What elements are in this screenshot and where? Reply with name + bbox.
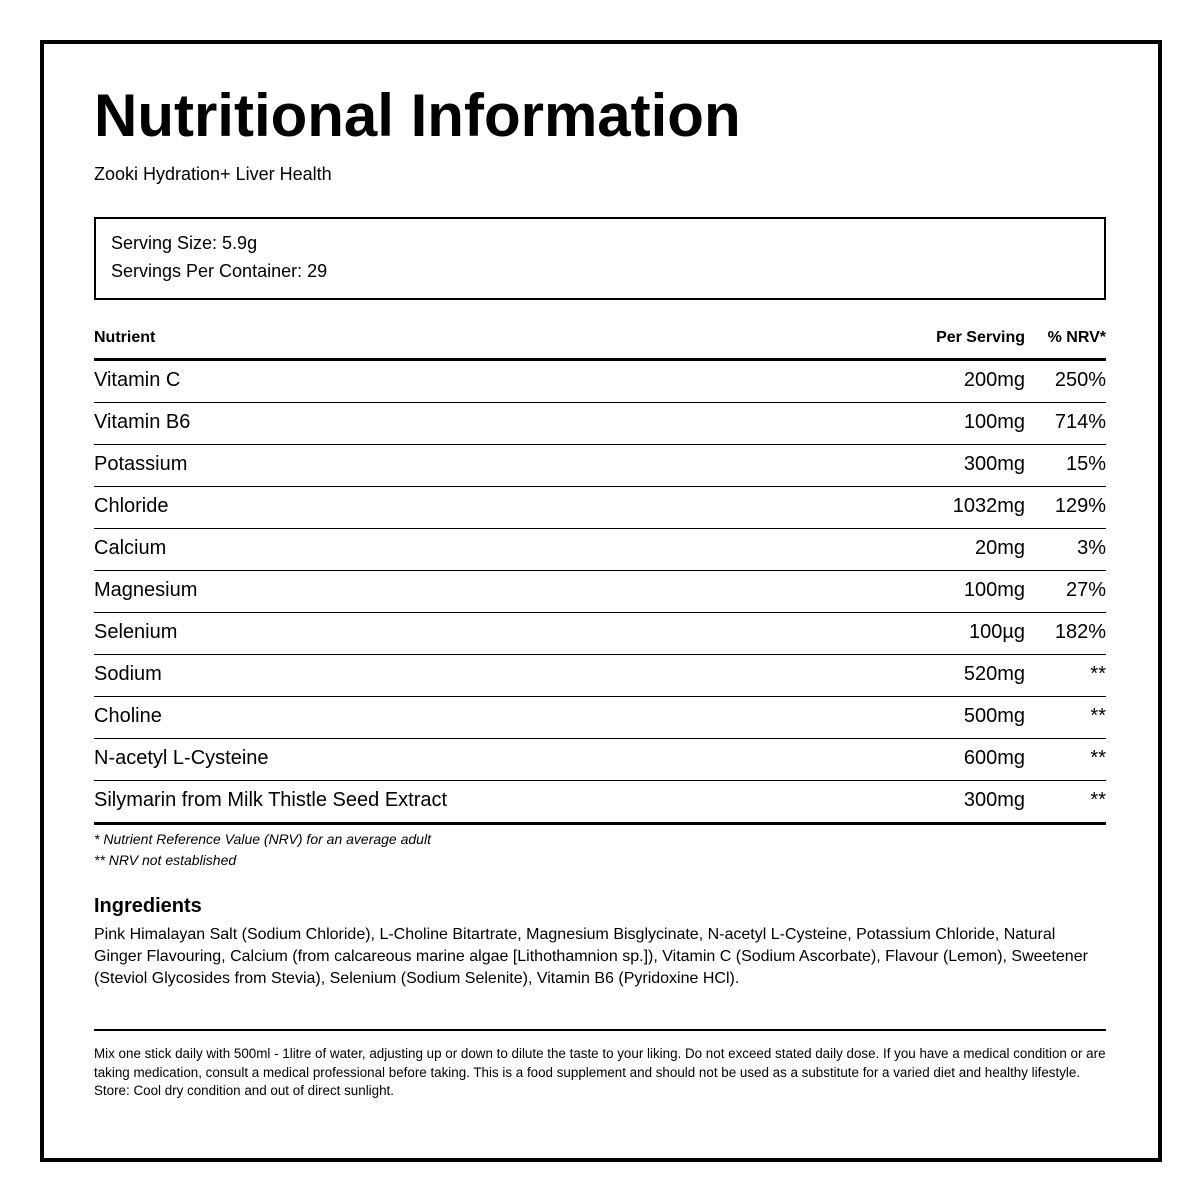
per-serving-value: 20mg — [974, 537, 1025, 559]
nutrition-table — [94, 318, 1106, 825]
nutrient-name: Silymarin from Milk Thistle Seed Extract — [94, 789, 448, 811]
per-serving-value: 100µg — [968, 621, 1025, 643]
serving-size: Serving Size: 5.9g — [111, 233, 258, 253]
nrv-value: 27% — [1065, 579, 1106, 601]
per-serving-value: 520mg — [963, 663, 1025, 685]
per-serving-value: 100mg — [963, 579, 1025, 601]
table-row — [94, 487, 1106, 529]
page-title: Nutritional Information — [94, 82, 741, 149]
nutrient-name: Sodium — [94, 663, 162, 685]
header-nrv: % NRV* — [1047, 329, 1106, 346]
nrv-value: 15% — [1065, 453, 1106, 475]
nutrient-name: Vitamin C — [94, 369, 181, 391]
footnote-nrv-definition: * Nutrient Reference Value (NRV) for an average adult — [94, 831, 431, 847]
ingredients-text: Pink Himalayan Salt (Sodium Chloride), L-Choline Bitartrate, Magnesium Bisglycinate, N-acetyl L-Cysteine, Potassium Chloride, Natural Ginger Flavouring, Calcium (from calcareous marine algae [Lithothamnion sp.]), Vitamin C (Sodium Ascorbate), Flavour (Lemon), Sweetener (Steviol Glycosides from Stevia), Selenium (Sodium Selenite), Vitamin B6 (Pyridoxine HCl). — [94, 926, 1088, 987]
header-per-serving: Per Serving — [936, 329, 1025, 346]
table-row — [94, 403, 1106, 445]
per-serving-value: 500mg — [963, 705, 1025, 727]
nutrient-name: N-acetyl L-Cysteine — [94, 747, 269, 769]
table-row — [94, 781, 1106, 825]
header-nutrient: Nutrient — [94, 329, 156, 346]
nutrient-name: Chloride — [94, 495, 169, 517]
footnote-nrv-not-established: ** NRV not established — [94, 852, 237, 868]
nrv-value: 129% — [1054, 495, 1106, 517]
product-name: Zooki Hydration+ Liver Health — [94, 164, 332, 184]
table-row — [94, 697, 1106, 739]
usage-disclaimer: Mix one stick daily with 500ml - 1litre of water, adjusting up or down to dilute the taste to your liking. Do not exceed stated daily dose. If you have a medical condition or are taking medication, consult a medical professional before taking. This is a food supplement and should not be used as a substitute for a varied diet and healthy lifestyle. Store: Cool dry condition and out of direct sunlight. — [94, 1046, 1106, 1098]
table-row — [94, 361, 1106, 403]
ingredients-heading: Ingredients — [94, 895, 202, 917]
per-serving-value: 300mg — [963, 789, 1025, 811]
per-serving-value: 200mg — [963, 369, 1025, 391]
nutrient-name: Choline — [94, 705, 162, 727]
nrv-value: 182% — [1054, 621, 1106, 643]
per-serving-value: 600mg — [963, 747, 1025, 769]
nrv-value: ** — [1090, 747, 1106, 769]
per-serving-value: 300mg — [963, 453, 1025, 475]
per-serving-value: 100mg — [963, 411, 1025, 433]
divider — [94, 1029, 1106, 1031]
nutrition-table-header — [94, 318, 1106, 361]
table-row — [94, 613, 1106, 655]
servings-per-container: Servings Per Container: 29 — [111, 261, 328, 281]
nutrient-name: Magnesium — [94, 579, 198, 601]
serving-info-box — [94, 217, 1106, 300]
nrv-value: 714% — [1054, 411, 1106, 433]
nrv-value: ** — [1090, 705, 1106, 727]
per-serving-value: 1032mg — [952, 495, 1025, 517]
table-row — [94, 529, 1106, 571]
table-row — [94, 445, 1106, 487]
nrv-value: 3% — [1077, 537, 1106, 559]
table-row — [94, 739, 1106, 781]
footnotes — [94, 829, 431, 871]
nrv-value: ** — [1090, 663, 1106, 685]
nrv-value: 250% — [1054, 369, 1106, 391]
nrv-value: ** — [1090, 789, 1106, 811]
nutrient-name: Potassium — [94, 453, 188, 475]
table-row — [94, 655, 1106, 697]
nutrient-name: Vitamin B6 — [94, 411, 191, 433]
nutrient-name: Selenium — [94, 621, 178, 643]
table-row — [94, 571, 1106, 613]
nutrient-name: Calcium — [94, 537, 167, 559]
